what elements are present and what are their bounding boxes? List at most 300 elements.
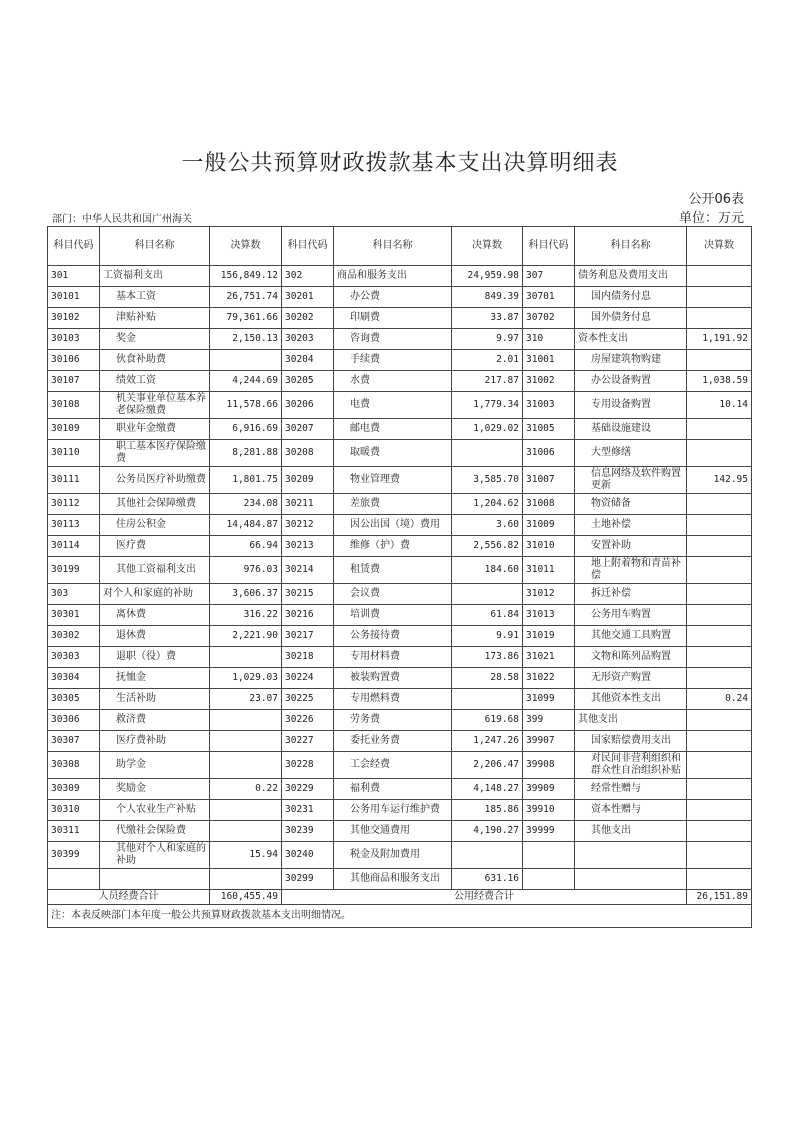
subject-name [575,869,687,890]
subject-name: 对个人和家庭的补助 [100,584,210,605]
final-amount: 156,849.12 [210,266,282,287]
subject-code: 30304 [48,668,100,689]
subject-code: 30308 [48,752,100,779]
subject-code: 31019 [523,626,575,647]
subject-code: 30225 [282,689,334,710]
final-amount: 2,150.13 [210,329,282,350]
subject-code: 30208 [282,440,334,467]
subject-code: 30311 [48,821,100,842]
subject-name: 专用材料费 [334,647,452,668]
final-amount: 2,221.90 [210,626,282,647]
note-row [48,905,752,928]
table-row [48,821,752,842]
subject-code: 31002 [523,371,575,392]
subject-code: 30202 [282,308,334,329]
final-amount: 142.95 [687,467,752,494]
final-amount [687,869,752,890]
subject-name: 电费 [334,392,452,419]
final-amount [687,557,752,584]
department-label: 部门：中华人民共和国广州海关 [52,214,192,225]
subject-name: 文物和陈列品购置 [575,647,687,668]
final-amount: 23.07 [210,689,282,710]
final-amount [210,350,282,371]
subject-code: 30217 [282,626,334,647]
table-row [48,440,752,467]
final-amount: 10.14 [687,392,752,419]
subject-code: 30309 [48,779,100,800]
subject-code: 31001 [523,350,575,371]
subject-name: 咨询费 [334,329,452,350]
subject-code: 30110 [48,440,100,467]
subject-code: 39908 [523,752,575,779]
table-note: 注：本表反映部门本年度一般公共预算财政拨款基本支出明细情况。 [48,905,752,928]
table-row [48,494,752,515]
subject-code: 30214 [282,557,334,584]
subject-name [100,869,210,890]
subject-code: 39909 [523,779,575,800]
subject-name: 水费 [334,371,452,392]
final-amount [687,584,752,605]
final-amount [210,800,282,821]
subject-name: 伙食补助费 [100,350,210,371]
final-amount: 8,281.88 [210,440,282,467]
subject-name: 会议费 [334,584,452,605]
final-amount [687,668,752,689]
subject-name: 被装购置费 [334,668,452,689]
final-amount: 1,029.03 [210,668,282,689]
subject-code: 30204 [282,350,334,371]
subject-name: 生活补助 [100,689,210,710]
final-amount: 1,191.92 [687,329,752,350]
final-amount: 3,585.70 [452,467,523,494]
subject-code: 31013 [523,605,575,626]
subject-code: 30302 [48,626,100,647]
subject-name: 工资福利支出 [100,266,210,287]
subject-code: 302 [282,266,334,287]
final-amount: 976.03 [210,557,282,584]
header-cell: 科目名称 [100,227,210,266]
subject-code: 31010 [523,536,575,557]
subject-code: 31011 [523,557,575,584]
final-amount [452,584,523,605]
table-row [48,869,752,890]
subject-name: 奖励金 [100,779,210,800]
subject-name [575,842,687,869]
final-amount: 14,484.87 [210,515,282,536]
final-amount: 217.87 [452,371,523,392]
subject-code: 30299 [282,869,334,890]
subject-name: 税金及附加费用 [334,842,452,869]
final-amount [687,350,752,371]
final-amount [687,287,752,308]
table-row [48,557,752,584]
subject-name: 其他资本性支出 [575,689,687,710]
header-cell: 科目代码 [48,227,100,266]
final-amount: 79,361.66 [210,308,282,329]
subject-name: 其他支出 [575,821,687,842]
final-amount: 0.24 [687,689,752,710]
table-row [48,779,752,800]
subject-code: 31009 [523,515,575,536]
final-amount [210,752,282,779]
subject-name: 其他商品和服务支出 [334,869,452,890]
subject-code: 303 [48,584,100,605]
form-number: 公开06表 [688,192,744,207]
subject-code: 30307 [48,731,100,752]
final-amount [687,800,752,821]
subject-code [48,869,100,890]
subject-name: 福利费 [334,779,452,800]
subject-name: 经常性赠与 [575,779,687,800]
final-amount: 173.86 [452,647,523,668]
subject-code: 31005 [523,419,575,440]
subject-code: 30205 [282,371,334,392]
subject-code: 399 [523,710,575,731]
subject-code: 30224 [282,668,334,689]
final-amount [452,440,523,467]
subject-code [523,869,575,890]
subject-code: 30399 [48,842,100,869]
final-amount: 0.22 [210,779,282,800]
subject-code: 39907 [523,731,575,752]
final-amount [687,731,752,752]
final-amount: 1,204.62 [452,494,523,515]
subject-name: 办公费 [334,287,452,308]
subject-name: 手续费 [334,350,452,371]
subject-code: 39999 [523,821,575,842]
subject-name: 物业管理费 [334,467,452,494]
subject-code [523,842,575,869]
table-row [48,515,752,536]
final-amount: 61.84 [452,605,523,626]
subject-name: 住房公积金 [100,515,210,536]
subject-name: 因公出国（境）费用 [334,515,452,536]
subject-name: 其他工资福利支出 [100,557,210,584]
page-title: 一般公共预算财政拨款基本支出决算明细表 [181,151,619,176]
header-cell: 决算数 [452,227,523,266]
subject-name: 委托业务费 [334,731,452,752]
final-amount: 3.60 [452,515,523,536]
table-row [48,287,752,308]
final-amount: 66.94 [210,536,282,557]
table-row [48,605,752,626]
subject-code: 307 [523,266,575,287]
subject-name: 离休费 [100,605,210,626]
final-amount [687,536,752,557]
subject-name: 差旅费 [334,494,452,515]
final-amount: 33.87 [452,308,523,329]
subject-code: 30113 [48,515,100,536]
subject-name: 商品和服务支出 [334,266,452,287]
final-amount: 1,801.75 [210,467,282,494]
subject-name: 债务利息及费用支出 [575,266,687,287]
subject-name: 办公设备购置 [575,371,687,392]
subject-name: 国内债务付息 [575,287,687,308]
subject-code: 31007 [523,467,575,494]
table-row [48,668,752,689]
subject-name: 无形资产购置 [575,668,687,689]
subject-code: 30203 [282,329,334,350]
final-amount: 1,038.59 [687,371,752,392]
subject-name: 资本性支出 [575,329,687,350]
final-amount: 4,190.27 [452,821,523,842]
final-amount: 185.86 [452,800,523,821]
subject-name: 对民间非营利组织和群众性自治组织补贴 [575,752,687,779]
final-amount: 1,779.34 [452,392,523,419]
subject-name: 职工基本医疗保险缴费 [100,440,210,467]
subject-name: 信息网络及软件购置更新 [575,467,687,494]
subject-code: 31099 [523,689,575,710]
final-amount: 316.22 [210,605,282,626]
subject-name: 劳务费 [334,710,452,731]
final-amount [452,842,523,869]
subject-name: 津贴补贴 [100,308,210,329]
subject-name: 租赁费 [334,557,452,584]
final-amount: 28.58 [452,668,523,689]
final-amount: 11,578.66 [210,392,282,419]
final-amount: 631.16 [452,869,523,890]
final-amount: 4,148.27 [452,779,523,800]
table-row [48,647,752,668]
subject-name: 代缴社会保险费 [100,821,210,842]
subject-code: 30303 [48,647,100,668]
subject-code: 30216 [282,605,334,626]
personnel-total-value: 160,455.49 [210,890,282,905]
final-amount [687,440,752,467]
subject-name: 个人农业生产补贴 [100,800,210,821]
subject-code: 30226 [282,710,334,731]
subject-name: 其他交通费用 [334,821,452,842]
subject-code: 30212 [282,515,334,536]
table-row [48,731,752,752]
subject-name: 大型修缮 [575,440,687,467]
final-amount: 24,959.98 [452,266,523,287]
subject-name: 其他对个人和家庭的补助 [100,842,210,869]
subject-name: 其他支出 [575,710,687,731]
final-amount [687,515,752,536]
table-row [48,710,752,731]
subject-name: 抚恤金 [100,668,210,689]
subject-name: 助学金 [100,752,210,779]
subject-name: 工会经费 [334,752,452,779]
subject-code: 30101 [48,287,100,308]
subject-name: 其他交通工具购置 [575,626,687,647]
subject-code: 30702 [523,308,575,329]
final-amount: 9.91 [452,626,523,647]
subject-name: 专用设备购置 [575,392,687,419]
table-row [48,371,752,392]
final-amount [687,647,752,668]
final-amount [452,689,523,710]
table-row [48,626,752,647]
table-row [48,467,752,494]
subject-code: 30231 [282,800,334,821]
final-amount: 2,556.82 [452,536,523,557]
subject-name: 物资储备 [575,494,687,515]
subject-code: 31006 [523,440,575,467]
subject-code: 30106 [48,350,100,371]
subject-name: 安置补助 [575,536,687,557]
table-row [48,842,752,869]
subject-code: 31008 [523,494,575,515]
subject-name: 基本工资 [100,287,210,308]
subject-code: 301 [48,266,100,287]
final-amount [210,647,282,668]
subject-code: 30201 [282,287,334,308]
subject-code: 30108 [48,392,100,419]
final-amount: 1,247.26 [452,731,523,752]
subject-name: 维修（护）费 [334,536,452,557]
subject-code: 30701 [523,287,575,308]
subject-code: 30215 [282,584,334,605]
final-amount: 9.97 [452,329,523,350]
subject-code: 30114 [48,536,100,557]
table-row [48,266,752,287]
final-amount [210,710,282,731]
subject-name: 机关事业单位基本养老保险缴费 [100,392,210,419]
header-cell: 科目名称 [334,227,452,266]
table-row [48,392,752,419]
final-amount [687,266,752,287]
subject-code: 30206 [282,392,334,419]
final-amount [687,419,752,440]
final-amount [687,626,752,647]
final-amount [687,308,752,329]
final-amount [687,779,752,800]
final-amount [687,605,752,626]
table-row [48,800,752,821]
subject-name: 绩效工资 [100,371,210,392]
final-amount: 26,751.74 [210,287,282,308]
subject-name: 医疗费 [100,536,210,557]
final-amount: 619.68 [452,710,523,731]
table-row [48,419,752,440]
personnel-total-label: 人员经费合计 [48,890,210,905]
subject-code: 30239 [282,821,334,842]
subject-code: 30107 [48,371,100,392]
subject-name: 职业年金缴费 [100,419,210,440]
subject-name: 公务员医疗补助缴费 [100,467,210,494]
subject-name: 房屋建筑物购建 [575,350,687,371]
subject-name: 公务用车运行维护费 [334,800,452,821]
table-row [48,689,752,710]
subject-code: 39910 [523,800,575,821]
subject-name: 邮电费 [334,419,452,440]
subject-name: 印刷费 [334,308,452,329]
public-total-value: 26,151.89 [687,890,752,905]
subject-code: 30199 [48,557,100,584]
header-cell: 科目代码 [523,227,575,266]
final-amount [687,821,752,842]
final-amount: 184.60 [452,557,523,584]
subject-code: 30211 [282,494,334,515]
subject-code: 30310 [48,800,100,821]
subject-code: 30213 [282,536,334,557]
final-amount [210,869,282,890]
subject-name: 基础设施建设 [575,419,687,440]
expenditure-table [47,226,752,928]
subject-code: 30306 [48,710,100,731]
subject-code: 30301 [48,605,100,626]
totals-row [48,890,752,905]
header-row [48,227,752,266]
final-amount: 15.94 [210,842,282,869]
final-amount [687,710,752,731]
subject-name: 医疗费补助 [100,731,210,752]
subject-name: 拆迁补偿 [575,584,687,605]
subject-code: 31021 [523,647,575,668]
subject-code: 30111 [48,467,100,494]
subject-code: 30209 [282,467,334,494]
subject-name: 退职（役）费 [100,647,210,668]
subject-code: 30240 [282,842,334,869]
subject-code: 30227 [282,731,334,752]
header-cell: 决算数 [210,227,282,266]
subject-code: 30102 [48,308,100,329]
subject-code: 31003 [523,392,575,419]
final-amount: 6,916.69 [210,419,282,440]
header-cell: 科目代码 [282,227,334,266]
unit-label: 单位：万元 [678,211,744,226]
subject-name: 土地补偿 [575,515,687,536]
final-amount: 1,029.02 [452,419,523,440]
subject-code: 30103 [48,329,100,350]
subject-name: 退休费 [100,626,210,647]
subject-code: 30112 [48,494,100,515]
final-amount [687,494,752,515]
final-amount: 4,244.69 [210,371,282,392]
final-amount: 2.01 [452,350,523,371]
table-row [48,584,752,605]
subject-code: 30228 [282,752,334,779]
subject-code: 31022 [523,668,575,689]
final-amount: 2,206.47 [452,752,523,779]
subject-name: 公务接待费 [334,626,452,647]
table-row [48,752,752,779]
subject-code: 30305 [48,689,100,710]
subject-name: 公务用车购置 [575,605,687,626]
table-row [48,308,752,329]
subject-code: 31012 [523,584,575,605]
final-amount [687,752,752,779]
public-total-label: 公用经费合计 [282,890,687,905]
subject-name: 国外债务付息 [575,308,687,329]
subject-name: 救济费 [100,710,210,731]
subject-name: 地上附着物和青苗补偿 [575,557,687,584]
final-amount [210,731,282,752]
subject-name: 其他社会保障缴费 [100,494,210,515]
final-amount [687,842,752,869]
subject-code: 310 [523,329,575,350]
final-amount: 234.08 [210,494,282,515]
subject-name: 奖金 [100,329,210,350]
table-row [48,536,752,557]
subject-name: 专用燃料费 [334,689,452,710]
subject-name: 取暖费 [334,440,452,467]
subject-code: 30109 [48,419,100,440]
subject-code: 30229 [282,779,334,800]
subject-code: 30218 [282,647,334,668]
final-amount [210,821,282,842]
subject-name: 培训费 [334,605,452,626]
final-amount: 3,606.37 [210,584,282,605]
header-cell: 决算数 [687,227,752,266]
header-cell: 科目名称 [575,227,687,266]
subject-name: 国家赔偿费用支出 [575,731,687,752]
table-row [48,329,752,350]
subject-code: 30207 [282,419,334,440]
table-row [48,350,752,371]
